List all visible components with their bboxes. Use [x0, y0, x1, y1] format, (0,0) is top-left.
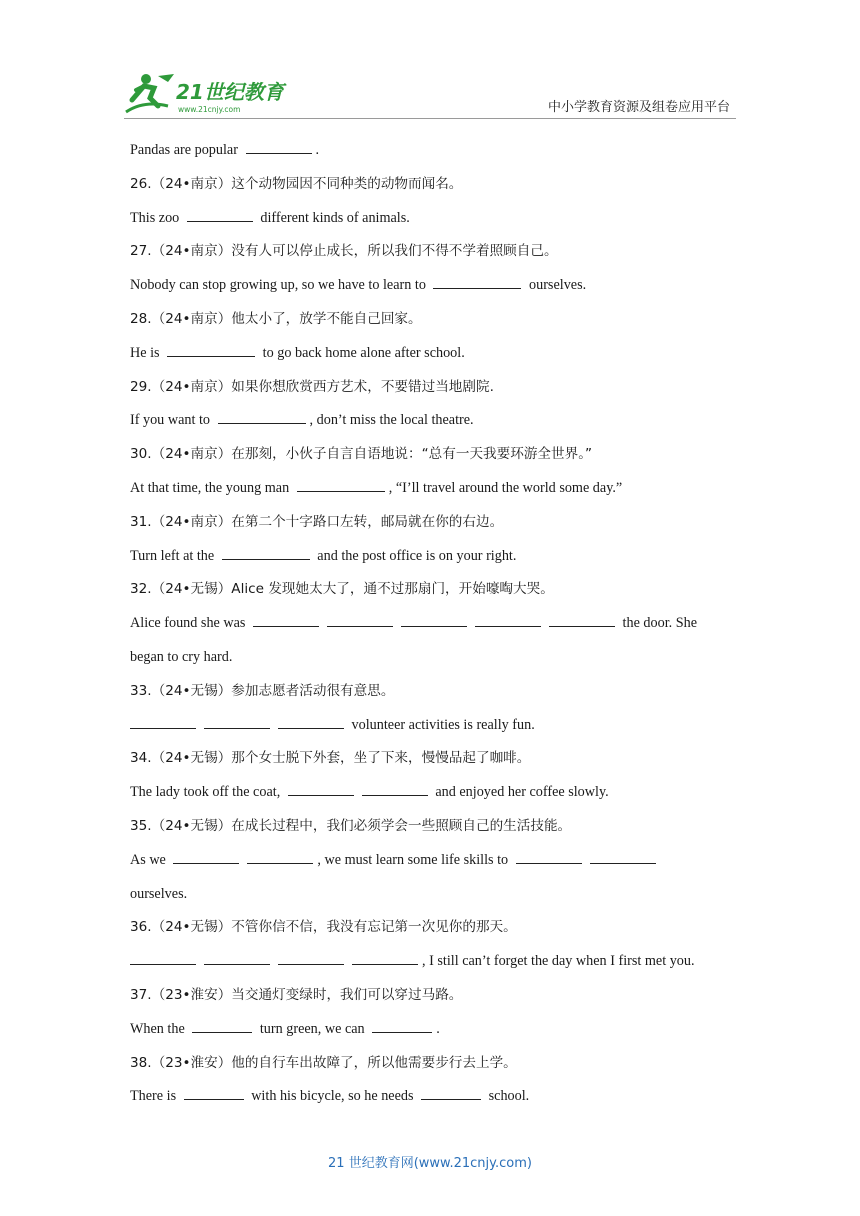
question-35-en: As we , we must learn some life skills to [130, 844, 730, 878]
question-31-prompt: 31.（24•南京）在第二个十字路口左转，邮局就在你的右边。 [130, 513, 504, 530]
question-28-prompt: 28.（24•南京）他太小了，放学不能自己回家。 [130, 310, 422, 327]
question-32-en: Alice found she was the door. She [130, 607, 730, 641]
question-26-en: This zoo different kinds of animals. [130, 202, 730, 236]
answer-blank[interactable] [288, 781, 354, 796]
page-header [0, 0, 860, 125]
answer-blank[interactable] [246, 139, 312, 154]
answer-blank[interactable] [247, 849, 313, 864]
site-tagline: 中小学教育资源及组卷应用平台 [547, 100, 730, 115]
question-36-prompt: 36.（24•无锡）不管你信不信，我没有忘记第一次见你的那天。 [130, 919, 517, 936]
answer-blank[interactable] [204, 950, 270, 965]
answer-blank[interactable] [130, 950, 196, 965]
answer-blank[interactable] [327, 612, 393, 627]
question-29-en: If you want to , don’t miss the local theatre. [130, 404, 730, 438]
answer-blank[interactable] [433, 274, 521, 289]
answer-blank[interactable] [278, 950, 344, 965]
answer-blank[interactable] [173, 849, 239, 864]
question-33-prompt: 33.（24•无锡）参加志愿者活动很有意思。 [130, 682, 395, 699]
question-36-en: , I still can’t forget the day when I first met you. [130, 945, 730, 979]
header-divider [124, 118, 736, 119]
question-31-en: Turn left at the and the post office is on your right. [130, 540, 730, 574]
question-34-en: The lady took off the coat, and enjoyed her coffee slowly. [130, 776, 730, 810]
answer-blank[interactable] [362, 781, 428, 796]
answer-blank[interactable] [421, 1085, 481, 1100]
question-27-prompt: 27.（24•南京）没有人可以停止成长，所以我们不得不学着照顾自己。 [130, 243, 558, 260]
runner-icon [126, 74, 174, 112]
question-27-en: Nobody can stop growing up, so we have to learn to ourselves. [130, 269, 730, 303]
answer-blank[interactable] [187, 207, 253, 222]
answer-blank[interactable] [590, 849, 656, 864]
question-28-en: He is to go back home alone after school. [130, 337, 730, 371]
question-29-prompt: 29.（24•南京）如果你想欣赏西方艺术，不要错过当地剧院. [130, 378, 494, 395]
answer-blank[interactable] [204, 714, 270, 729]
logo [124, 70, 289, 116]
svg-text:www.21cnjy.com: www.21cnjy.com [178, 105, 241, 114]
answer-blank[interactable] [516, 849, 582, 864]
question-35-en-cont: ourselves. [130, 885, 188, 902]
answer-blank[interactable] [278, 714, 344, 729]
exercise-list [130, 134, 730, 1114]
question-30-en: At that time, the young man , “I’ll travel around the world some day.” [130, 472, 730, 506]
question-35-prompt: 35.（24•无锡）在成长过程中，我们必须学会一些照顾自己的生活技能。 [130, 817, 572, 834]
question-32-en-cont: began to cry hard. [130, 648, 233, 665]
question-33-en: volunteer activities is really fun. [130, 709, 730, 743]
question-38-en: There is with his bicycle, so he needs school. [130, 1080, 730, 1114]
answer-blank[interactable] [372, 1018, 432, 1033]
question-en-line: Pandas are popular . [130, 134, 730, 168]
answer-blank[interactable] [222, 545, 310, 560]
answer-blank[interactable] [401, 612, 467, 627]
question-34-prompt: 34.（24•无锡）那个女士脱下外套，坐了下来，慢慢品起了咖啡。 [130, 750, 531, 767]
question-26-prompt: 26.（24•南京）这个动物园因不同种类的动物而闻名。 [130, 175, 463, 192]
page-footer: 21 世纪教育网(www.21cnjy.com) [328, 1156, 532, 1171]
answer-blank[interactable] [549, 612, 615, 627]
answer-blank[interactable] [130, 714, 196, 729]
answer-blank[interactable] [192, 1018, 252, 1033]
answer-blank[interactable] [184, 1085, 244, 1100]
answer-blank[interactable] [352, 950, 418, 965]
question-30-prompt: 30.（24•南京）在那刻，小伙子自言自语地说：“总有一天我要环游全世界。” [130, 446, 593, 463]
svg-text:21世纪教育: 21世纪教育 [176, 80, 284, 104]
question-37-prompt: 37.（23•淮安）当交通灯变绿时，我们可以穿过马路。 [130, 986, 463, 1003]
answer-blank[interactable] [167, 342, 255, 357]
answer-blank[interactable] [297, 477, 385, 492]
answer-blank[interactable] [253, 612, 319, 627]
answer-blank[interactable] [218, 409, 306, 424]
question-32-prompt: 32.（24•无锡）Alice 发现她太大了，通不过那扇门，开始嚎啕大哭。 [130, 581, 554, 598]
question-38-prompt: 38.（23•淮安）他的自行车出故障了，所以他需要步行去上学。 [130, 1054, 517, 1071]
question-37-en: When the turn green, we can . [130, 1013, 730, 1047]
answer-blank[interactable] [475, 612, 541, 627]
